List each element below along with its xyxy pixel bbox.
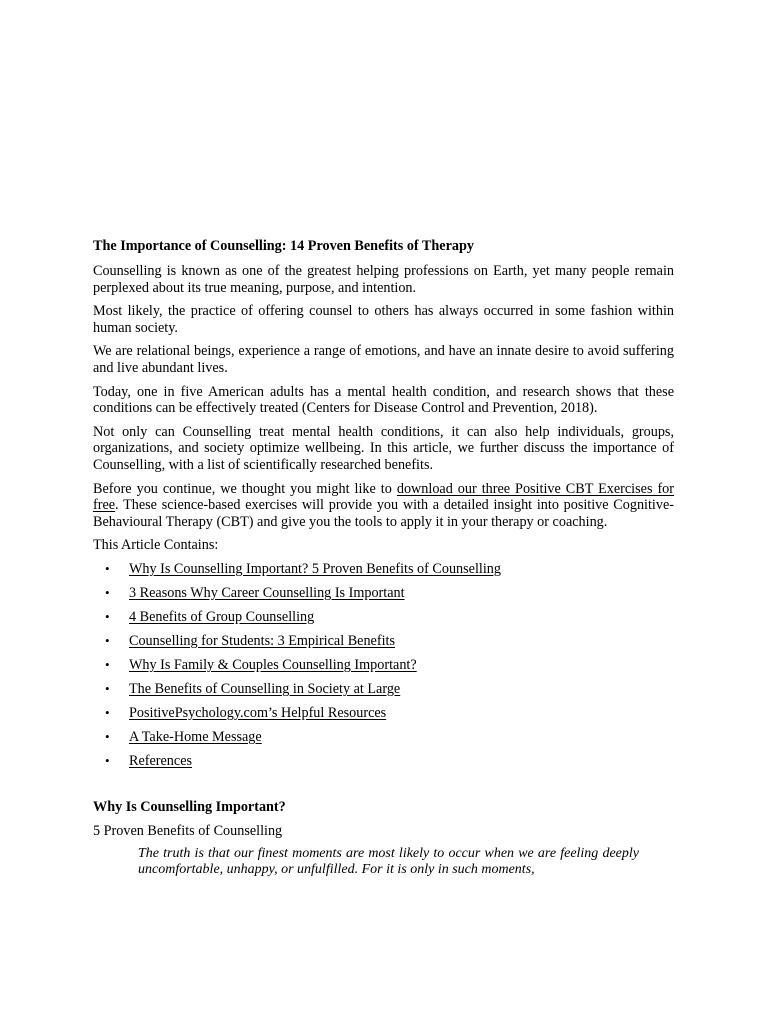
toc-item	[93, 656, 674, 680]
toc-link[interactable]: 3 Reasons Why Career Counselling Is Important	[129, 584, 405, 601]
toc-link[interactable]: A Take-Home Message	[129, 728, 262, 745]
bullet: •	[105, 680, 110, 696]
bullet: •	[105, 704, 110, 720]
toc-link[interactable]: The Benefits of Counselling in Society at Large	[129, 680, 401, 697]
toc-item	[93, 560, 674, 584]
bullet: •	[105, 608, 110, 624]
download-text-before: Before you continue, we thought you might like to	[93, 480, 397, 497]
bullet: •	[105, 728, 110, 744]
bullet: •	[105, 560, 110, 576]
download-text-after: . These science-based exercises will provide you with a detailed insight into positive Cognitive-Behavioural Therapy (CBT) and give you the tools to apply it in your therapy or coaching.	[93, 497, 674, 530]
section-subheading: 5 Proven Benefits of Counselling	[93, 822, 283, 839]
download-paragraph	[93, 481, 674, 531]
article-body	[93, 238, 674, 879]
toc-item	[93, 680, 674, 704]
bullet: •	[105, 584, 110, 600]
toc-item	[93, 632, 674, 656]
toc-item	[93, 728, 674, 752]
bullet: •	[105, 656, 110, 672]
section-heading: Why Is Counselling Important?	[93, 798, 286, 815]
toc-item	[93, 608, 674, 632]
statistics-paragraph: Today, one in five American adults has a mental health condition, and research shows that these conditions can be effectively treated (Centers for Disease Control and Prevention, 2018).	[93, 383, 674, 417]
article-title: The Importance of Counselling: 14 Proven Benefits of Therapy	[93, 238, 474, 254]
relational-paragraph: We are relational beings, experience a range of emotions, and have an innate desire to avoid suffering and live abundant lives.	[93, 343, 674, 376]
toc-item	[93, 704, 674, 728]
toc-link[interactable]: Counselling for Students: 3 Empirical Benefits	[129, 632, 395, 649]
block-quote: The truth is that our finest moments are most likely to occur when we are feeling deeply uncomfortable, unhappy, or unfulfilled. For it is only in such moments,	[138, 845, 639, 878]
toc-item	[93, 584, 674, 608]
contents-label: This Article Contains:	[93, 537, 219, 554]
toc-link[interactable]: 4 Benefits of Group Counselling	[129, 608, 315, 625]
intro-paragraph: Counselling is known as one of the greatest helping professions on Earth, yet many people remain perplexed about its true meaning, purpose, and intention.	[93, 263, 674, 296]
toc-link[interactable]: References	[129, 752, 193, 769]
bullet: •	[105, 632, 110, 648]
toc-link[interactable]: Why Is Family & Couples Counselling Important?	[129, 656, 417, 673]
toc-link[interactable]: Why Is Counselling Important? 5 Proven Benefits of Counselling	[129, 560, 501, 577]
table-of-contents	[93, 560, 674, 776]
download-exercises-link[interactable]: download our three Positive CBT Exercises for free	[93, 480, 674, 514]
history-paragraph: Most likely, the practice of offering counsel to others has always occurred in some fashion within human society.	[93, 303, 674, 336]
wellbeing-paragraph: Not only can Counselling treat mental health conditions, it can also help individuals, groups, organizations, and society optimize wellbeing. In this article, we further discuss the importance of Counselling, with a list of scientifically researched benefits.	[93, 423, 674, 473]
toc-link[interactable]: PositivePsychology.com’s Helpful Resources	[129, 704, 387, 721]
toc-item	[93, 752, 674, 776]
bullet: •	[105, 752, 110, 768]
